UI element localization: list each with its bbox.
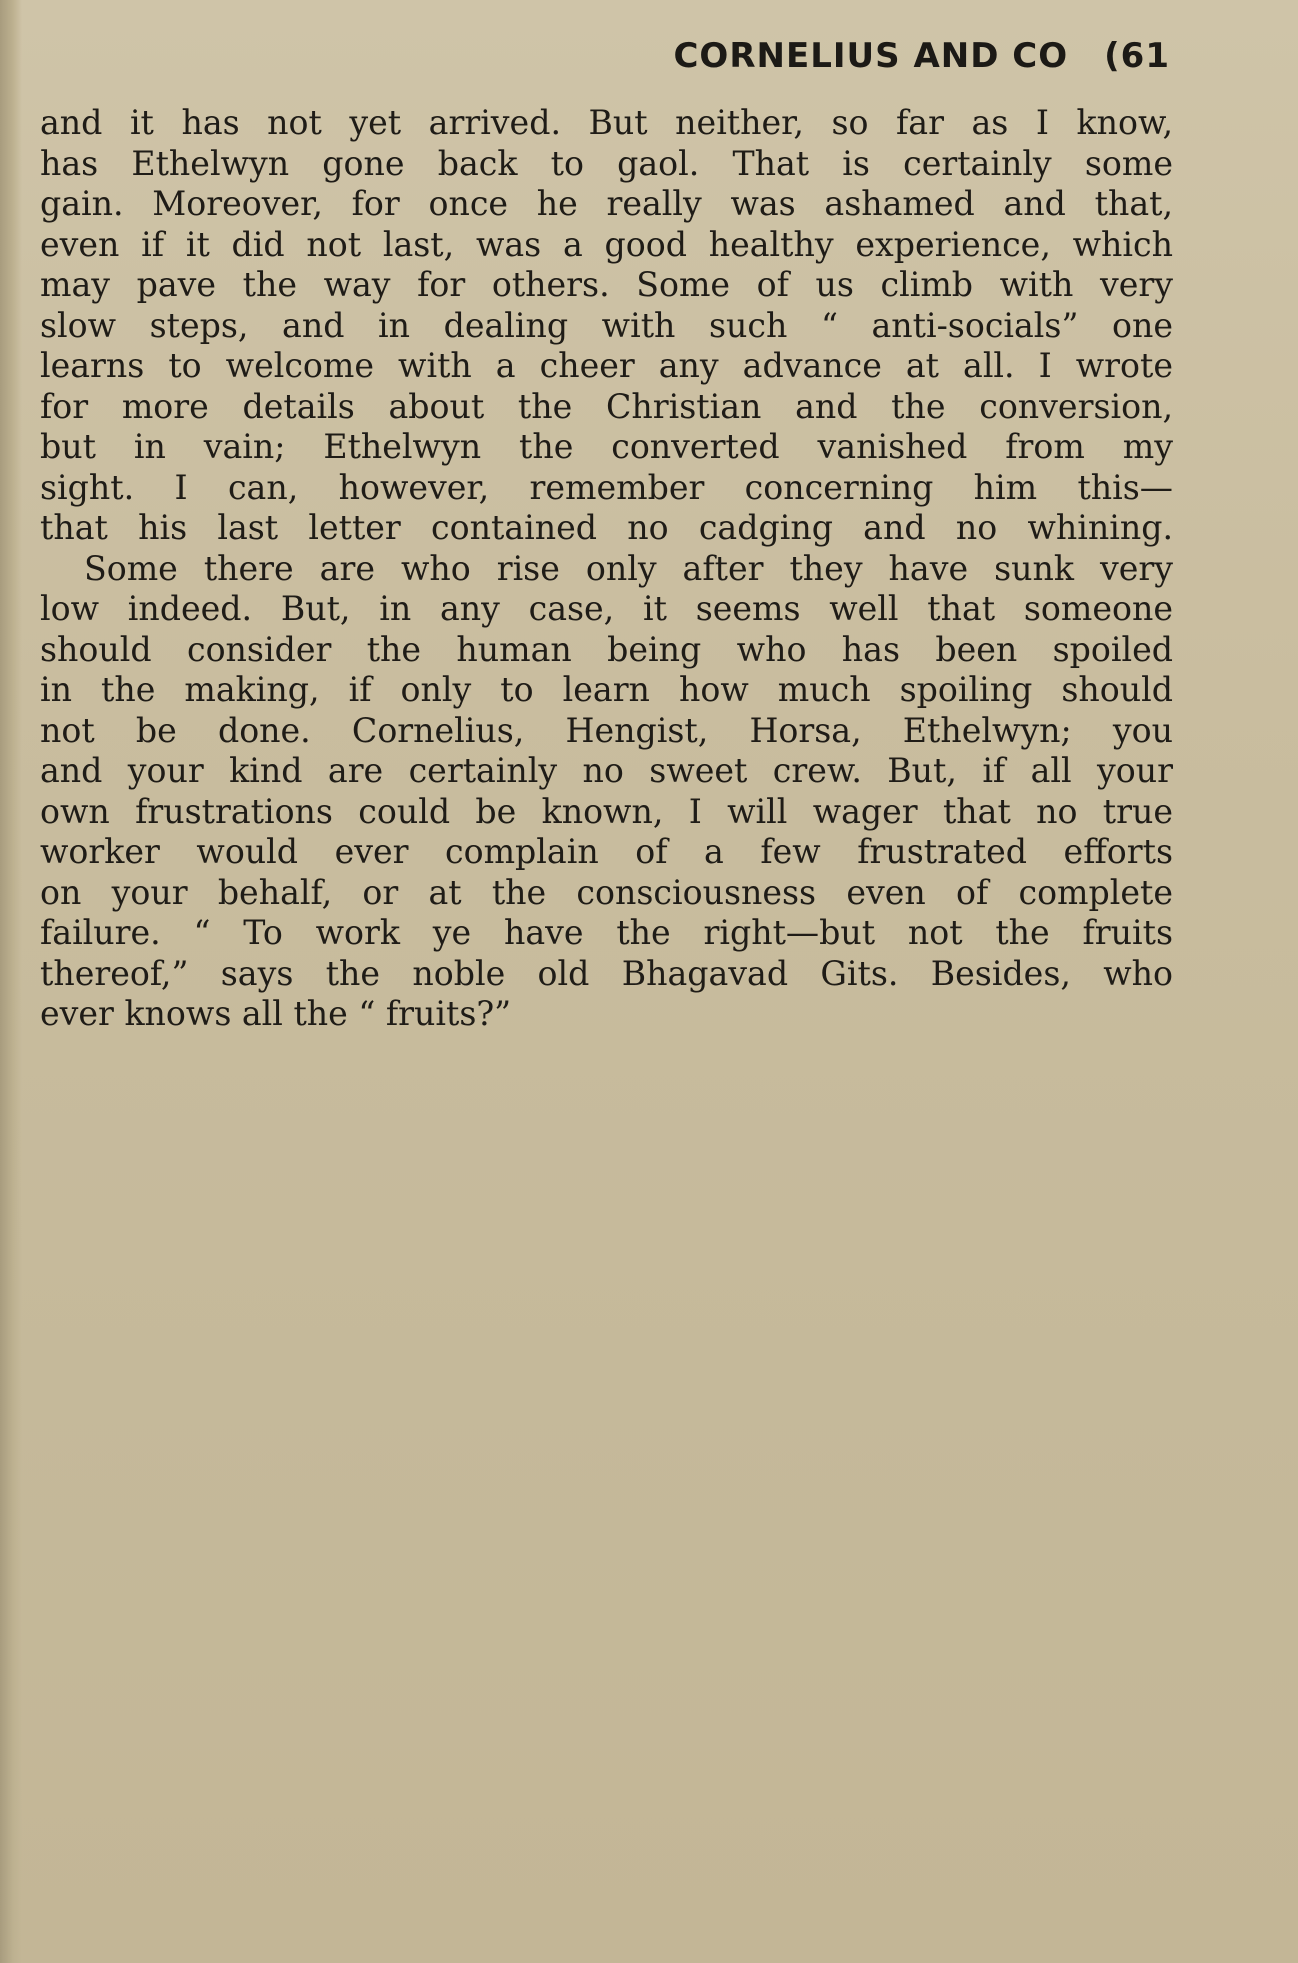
text-line: on your behalf, or at the consciousness even of complete [40,872,1173,912]
page-number: (61 [1104,36,1170,76]
text-line: low indeed. But, in any case, it seems well that someone [40,589,1173,628]
chapter-title: CORNELIUS AND CO [673,36,1069,76]
text-line: for more details about the Christian and the conversion, [40,386,1173,426]
text-line: learns to welcome with a cheer any advance at all. I wrote [40,346,1173,385]
text-line: in the making, if only to learn how much spoiling should [40,670,1173,709]
text-line: sight. I can, however, remember concerning him this— [40,467,1173,507]
text-line: ever knows all the “ fruits?” [40,994,512,1033]
text-line: thereof,” says the noble old Bhagavad Gits. Besides, who [40,953,1173,993]
text-line: own frustrations could be known, I will wager that no true [40,791,1173,831]
text-line: even if it did not last, was a good healthy experience, which [40,224,1173,264]
text-line: Some there are who rise only after they have sunk very [84,548,1173,588]
text-line: worker would ever complain of a few frustrated efforts [40,832,1173,871]
text-line: may pave the way for others. Some of us climb with very [40,265,1173,304]
text-line: and it has not yet arrived. But neither, so far as I know, [40,103,1173,142]
text-line: that his last letter contained no cadging and no whining. [40,508,1173,547]
running-head [673,36,1170,76]
text-line: not be done. Cornelius, Hengist, Horsa, Ethelwyn; you [40,710,1173,750]
text-line: should consider the human being who has been spoiled [40,629,1173,669]
body-text [40,103,1173,1035]
text-line: and your kind are certainly no sweet crew. But, if all your [40,751,1173,790]
binding-gutter [0,0,22,1963]
text-line: has Ethelwyn gone back to gaol. That is certainly some [40,143,1173,183]
text-line: failure. “ To work ye have the right—but not the fruits [40,913,1173,952]
text-line: but in vain; Ethelwyn the converted vanished from my [40,427,1173,466]
text-line: slow steps, and in dealing with such “ anti-socials” one [40,305,1173,345]
text-line: gain. Moreover, for once he really was ashamed and that, [40,184,1173,223]
